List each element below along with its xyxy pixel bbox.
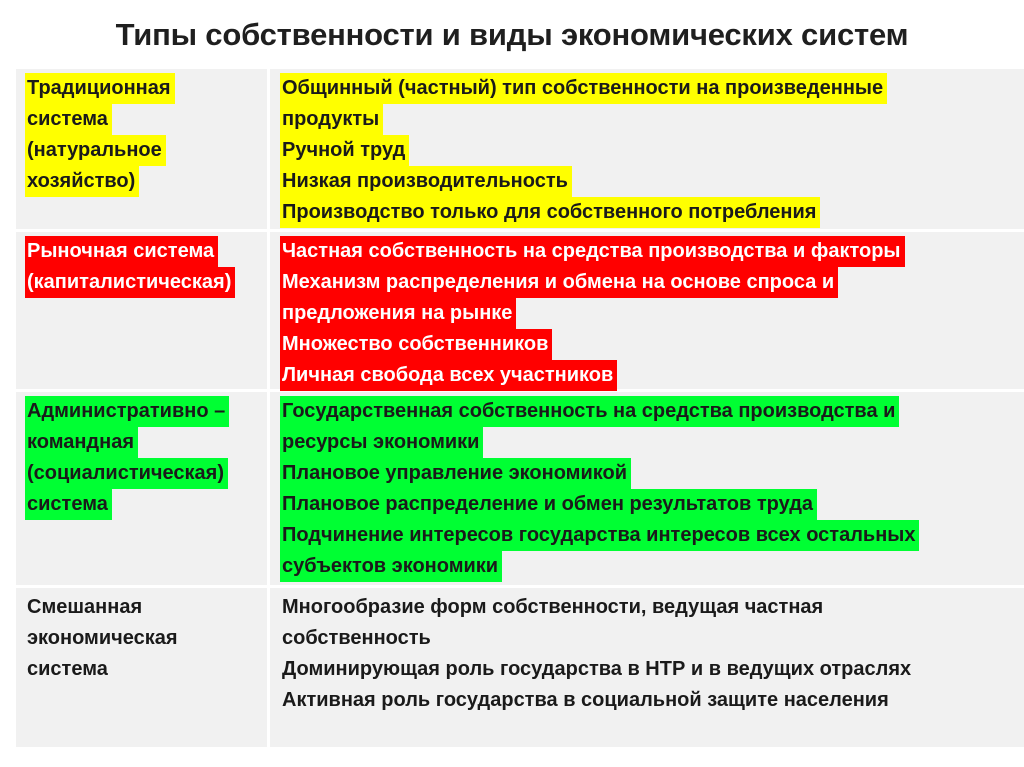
system-name-line: хозяйство) — [25, 166, 267, 197]
features-cell — [270, 588, 1024, 747]
system-name-line: командная — [25, 427, 267, 458]
table-row-traditional — [16, 69, 1024, 232]
feature-line: Многообразие форм собственности, ведущая частная — [282, 596, 824, 618]
table-row-command — [16, 392, 1024, 588]
features-cell — [270, 232, 1024, 389]
system-name-cell — [16, 588, 270, 747]
system-name-line: Традиционная — [25, 73, 267, 104]
feature-line: Множество собственников — [280, 329, 1024, 360]
feature-line: Плановое распределение и обмен результатов труда — [280, 489, 1024, 520]
feature-line: Механизм распределения и обмена на основе спроса и — [280, 267, 1024, 298]
page-title: Типы собственности и виды экономических систем — [115, 17, 909, 52]
feature-line: Низкая производительность — [280, 166, 1024, 197]
feature-line: Государственная собственность на средства производства и — [280, 396, 1024, 427]
system-name-cell — [16, 69, 270, 229]
system-name-line: (социалистическая) — [25, 458, 267, 489]
feature-line: Производство только для собственного потребления — [280, 197, 1024, 228]
feature-line: Подчинение интересов государства интересов всех остальных — [280, 520, 1024, 551]
feature-line: продукты — [280, 104, 1024, 135]
system-name-line: система — [27, 658, 108, 680]
features-cell — [270, 69, 1024, 229]
feature-line: Плановое управление экономикой — [280, 458, 1024, 489]
system-name-line: экономическая — [27, 627, 178, 649]
features-cell — [270, 392, 1024, 585]
economic-systems-table — [16, 69, 1024, 750]
system-name-line: система — [25, 104, 267, 135]
system-name-line: Административно – — [25, 396, 267, 427]
table-row-market — [16, 232, 1024, 392]
table-row-mixed — [16, 588, 1024, 750]
feature-line: Ручной труд — [280, 135, 1024, 166]
feature-line: ресурсы экономики — [280, 427, 1024, 458]
feature-line: Доминирующая роль государства в НТР и в ведущих отраслях — [282, 658, 912, 680]
feature-line: Общинный (частный) тип собственности на произведенные — [280, 73, 1024, 104]
feature-line: собственность — [282, 627, 431, 649]
feature-line: субъектов экономики — [280, 551, 1024, 582]
system-name-line: Рыночная система — [25, 236, 267, 267]
feature-line: Частная собственность на средства производства и факторы — [280, 236, 1024, 267]
system-name-line: (капиталистическая) — [25, 267, 267, 298]
system-name-cell — [16, 232, 270, 389]
system-name-line: Смешанная — [27, 596, 143, 618]
system-name-line: (натуральное — [25, 135, 267, 166]
feature-line: Личная свобода всех участников — [280, 360, 1024, 391]
feature-line: Активная роль государства в социальной защите населения — [282, 689, 889, 711]
system-name-cell — [16, 392, 270, 585]
feature-line: предложения на рынке — [280, 298, 1024, 329]
system-name-line: система — [25, 489, 267, 520]
